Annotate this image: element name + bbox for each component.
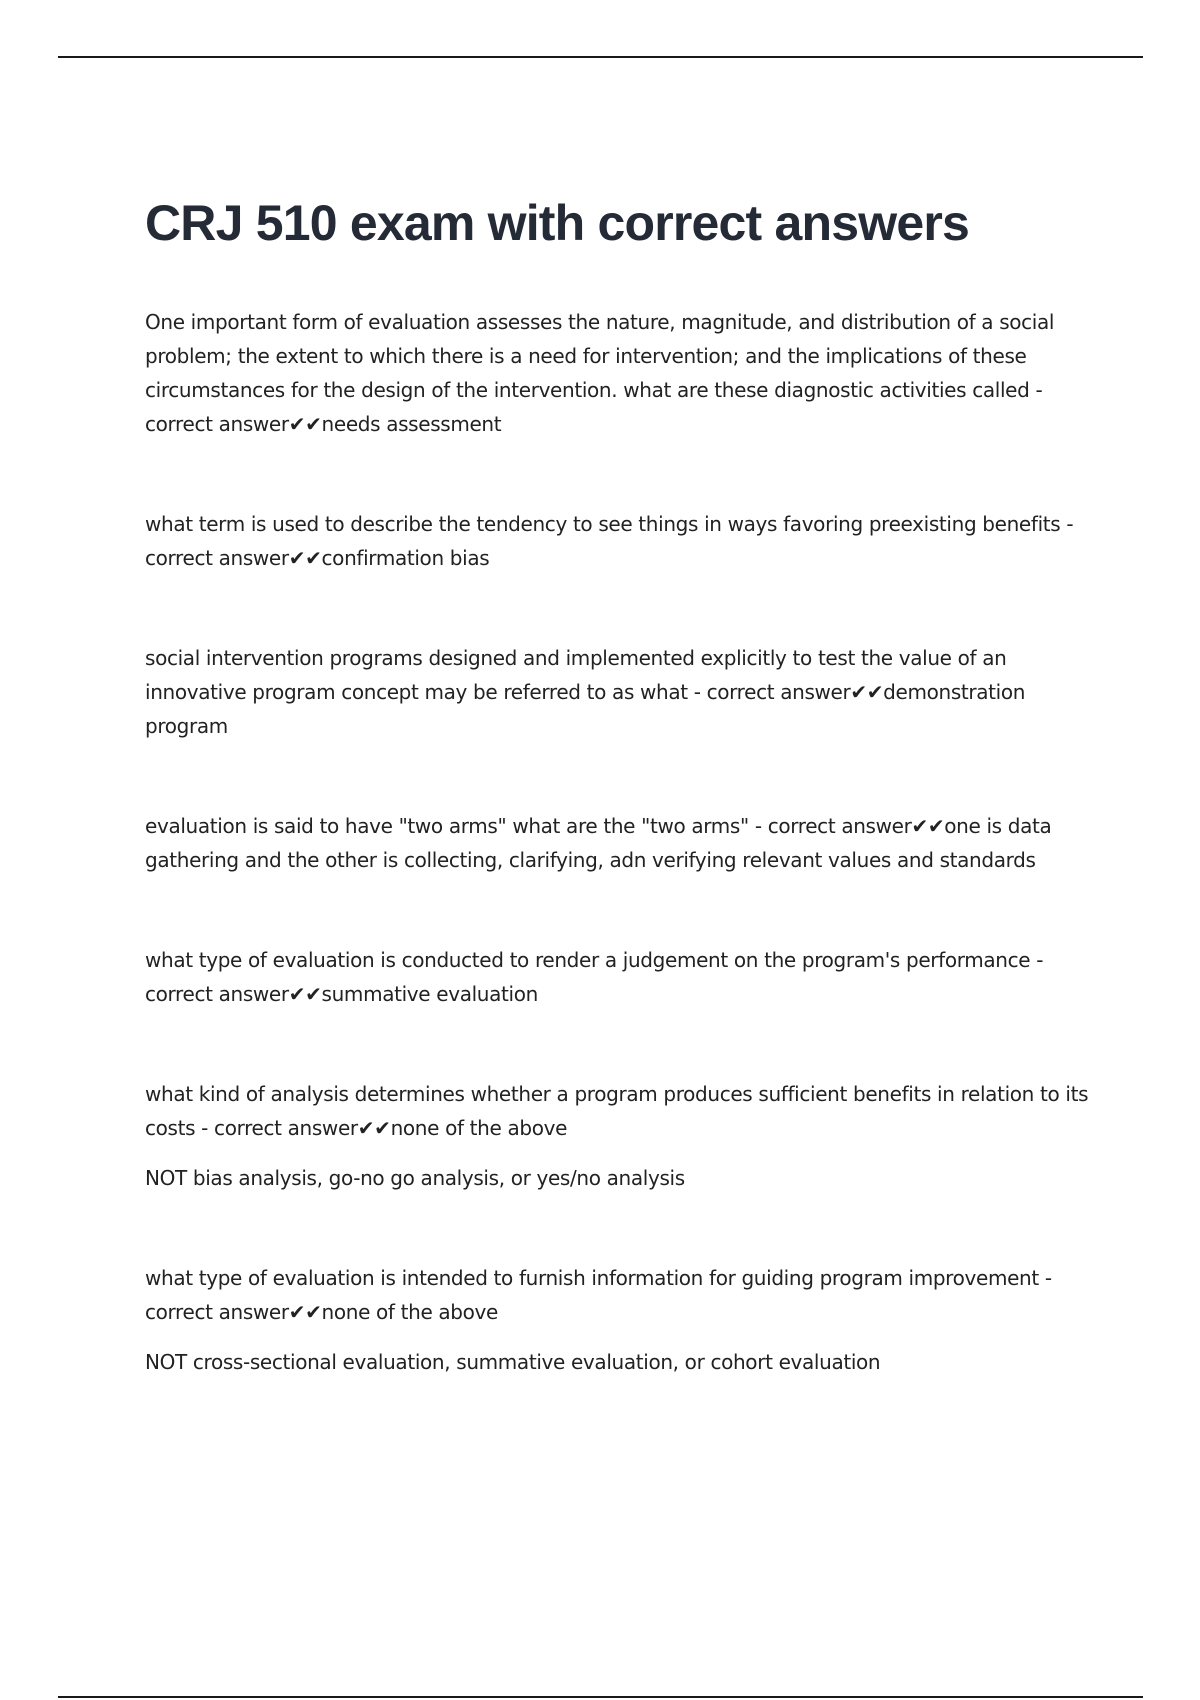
qa-question: what type of evaluation is conducted to render a judgement on the program's performance - correct answer✔✔summative evaluation xyxy=(145,948,1044,1006)
qa-item xyxy=(145,1261,1090,1379)
qa-item xyxy=(145,1077,1090,1195)
qa-question: what kind of analysis determines whether a program produces sufficient benefits in relation to its costs - correct answer✔✔none of the above xyxy=(145,1082,1089,1140)
qa-item xyxy=(145,507,1090,575)
qa-question: what type of evaluation is intended to furnish information for guiding program improvement - correct answer✔✔none of the above xyxy=(145,1266,1052,1324)
qa-item xyxy=(145,305,1090,441)
bottom-rule xyxy=(58,1696,1143,1698)
top-rule xyxy=(58,56,1143,58)
qa-question: evaluation is said to have "two arms" what are the "two arms" - correct answer✔✔one is data gathering and the other is collecting, clarifying, adn verifying relevant values and standards xyxy=(145,814,1052,872)
qa-note: NOT cross-sectional evaluation, summative evaluation, or cohort evaluation xyxy=(145,1350,881,1374)
qa-question: One important form of evaluation assesses the nature, magnitude, and distribution of a social problem; the extent to which there is a need for intervention; and the implications of these circumstances for the design of the intervention. what are these diagnostic activities called - correct answer✔✔needs assessment xyxy=(145,310,1055,436)
qa-question: social intervention programs designed and implemented explicitly to test the value of an innovative program concept may be referred to as what - correct answer✔✔demonstration program xyxy=(145,646,1026,738)
qa-note: NOT bias analysis, go-no go analysis, or yes/no analysis xyxy=(145,1166,685,1190)
qa-item xyxy=(145,809,1090,877)
qa-item xyxy=(145,943,1090,1011)
qa-item xyxy=(145,641,1090,743)
qa-question: what term is used to describe the tendency to see things in ways favoring preexisting benefits - correct answer✔✔confirmation bias xyxy=(145,512,1074,570)
qa-list xyxy=(145,305,1090,1379)
page-title: CRJ 510 exam with correct answers xyxy=(145,195,970,251)
